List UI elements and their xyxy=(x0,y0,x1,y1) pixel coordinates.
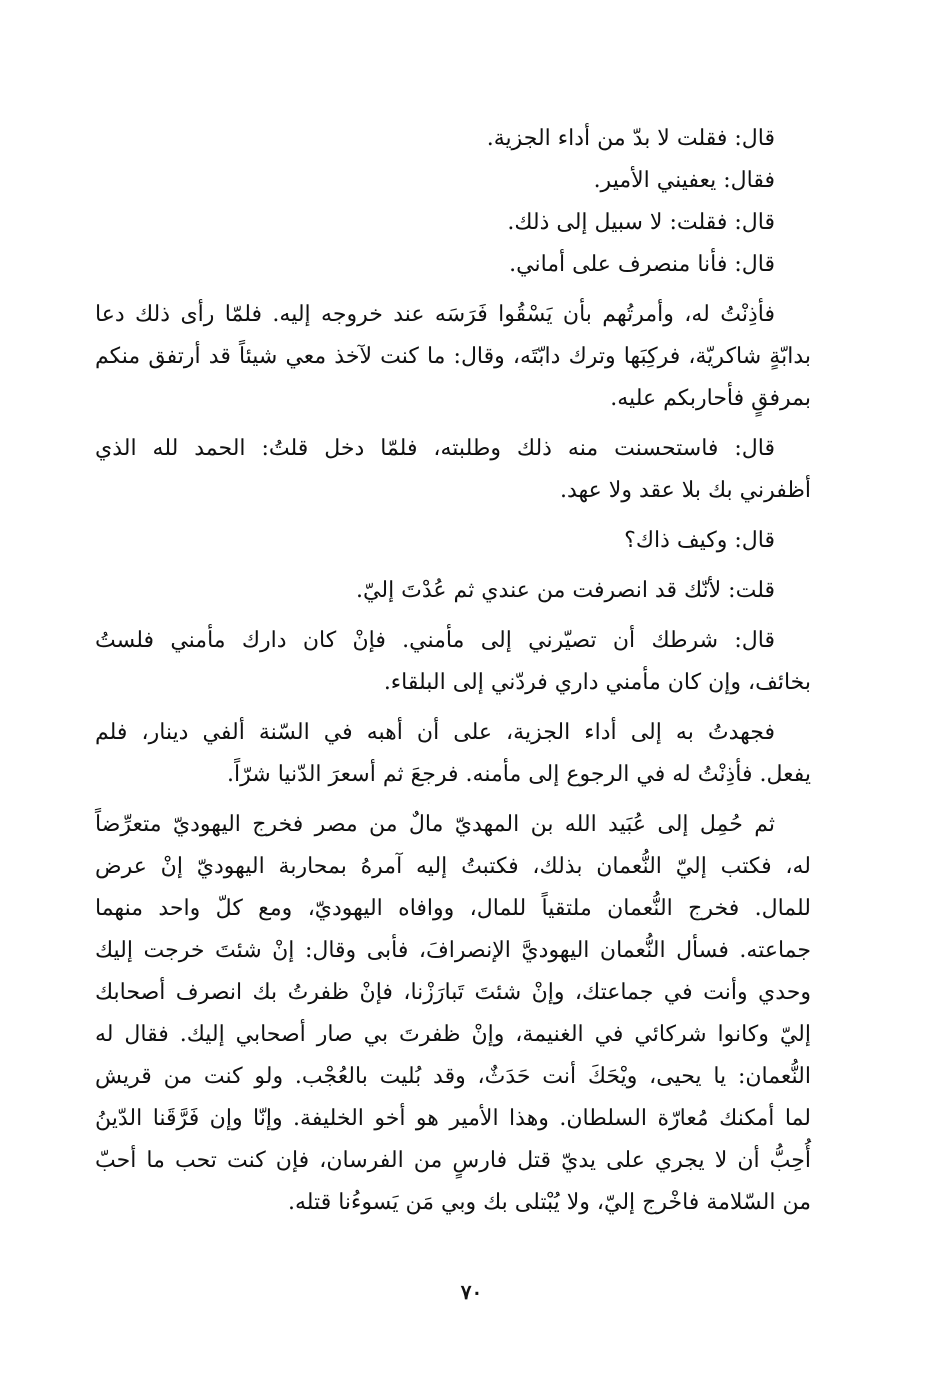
text-line: له، فكتب إليّ النُّعمان بذلك، فكتبتُ إليه آمرهُ بمحاربة اليهوديّ إنْ عرض xyxy=(95,854,811,879)
paragraph xyxy=(95,620,811,704)
page-number: ٧٠ xyxy=(460,1280,483,1304)
page-body xyxy=(95,118,811,1224)
text-line: أظفرني بك بلا عقد ولا عهد. xyxy=(559,478,811,503)
text-line: قال: فأنا منصرف على أماني. xyxy=(509,252,775,277)
paragraph xyxy=(95,294,811,420)
paragraph xyxy=(95,712,811,796)
text-line: فجهدتُ به إلى أداء الجزية، على أن أهبه في السّنة ألفي دينار، فلم xyxy=(95,720,775,745)
text-line: فأذِنْتُ له، وأمرتُهم بأن يَسْقُوا فَرَسَه عند خروجه إليه. فلمّا رأى ذلك دعا xyxy=(95,302,775,327)
text-line: ثم حُمِل إلى عُبَيد الله بن المهديّ مالٌ من مصر فخرج اليهوديّ متعرِّضاً xyxy=(95,812,775,837)
text-line: جماعته. فسأل النُّعمان اليهوديَّ الإنصرافَ، فأبى وقال: إنْ شئتَ خرجت إليك xyxy=(95,938,811,963)
text-line: قال: شرطك أن تصيّرني إلى مأمني. فإنْ كان دارك مأمني فلستُ xyxy=(95,628,775,653)
text-line: قال: فقلت لا بدّ من أداء الجزية. xyxy=(486,126,775,151)
text-line: لما أمكنك مُعارّة السلطان. وهذا الأمير هو أخو الخليفة. وإنّا وإن فَرَّقَنا الدّينُ xyxy=(95,1106,811,1131)
text-line: بخائف، وإن كان مأمني داري فردّني إلى البلقاء. xyxy=(383,670,811,695)
paragraph xyxy=(95,804,811,1224)
paragraph xyxy=(95,520,811,562)
text-line: قال: فقلت: لا سبيل إلى ذلك. xyxy=(507,210,775,235)
text-line: بدابّةٍ شاكريّة، فركِبَها وترك دابّتَه، وقال: ما كنت لآخذ معي شيئاً قد أرتفق منكم xyxy=(95,344,811,369)
paragraph xyxy=(95,428,811,512)
text-line: النُّعمان: يا يحيى، ويْحَكَ أنت حَدَثٌ، وقد بُليت بالعُجْب. ولو كنت من قريش xyxy=(95,1064,811,1089)
text-line: بمرفقٍ فأحاربكم عليه. xyxy=(610,386,811,411)
text-line: فقال: يعفيني الأمير. xyxy=(593,168,775,193)
text-line: قلت: لأنّك قد انصرفت من عندي ثم عُدْتَ إليّ. xyxy=(356,578,775,603)
text-line: قال: فاستحسنت منه ذلك وطلبته، فلمّا دخل قلتُ: الحمد لله الذي xyxy=(95,436,775,461)
text-line: إليّ وكانوا شركائي في الغنيمة، وإنْ ظفرتَ بي صار أصحابي إليك. فقال له xyxy=(95,1022,811,1047)
paragraph xyxy=(95,118,811,286)
text-line: من السّلامة فاخْرج إليّ، ولا يُبْتلى بك وبي مَن يَسوءُنا قتله. xyxy=(287,1190,811,1215)
text-line: يفعل. فأذِنْتُ له في الرجوع إلى مأمنه. فرجعَ ثم أسعرَ الدّنيا شرّاً. xyxy=(227,762,811,787)
text-line: أُحِبُّ أن لا يجري على يديّ قتل فارسٍ من الفرسان، فإن كنت تحب ما أحبّ xyxy=(95,1148,811,1173)
text-line: وحدي وأنت في جماعتك، وإنْ شئتَ تَبارَزْنا، فإنْ ظفرتُ بك انصرف أصحابك xyxy=(95,980,811,1005)
paragraph xyxy=(95,570,811,612)
text-line: قال: وكيف ذاك؟ xyxy=(624,528,775,553)
text-line: للمال. فخرج النُّعمان ملتقياً للمال، ووافاه اليهوديّ، ومع كلّ واحد منهما xyxy=(95,896,811,921)
